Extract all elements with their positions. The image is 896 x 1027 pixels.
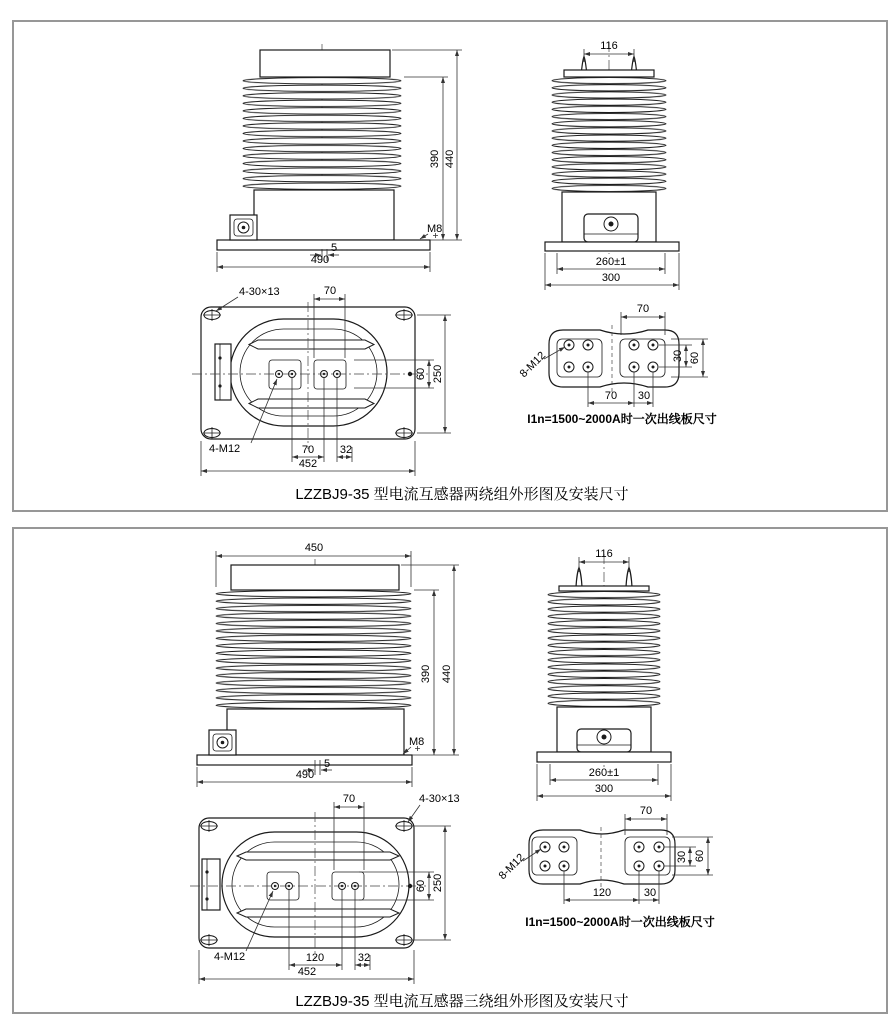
side-view xyxy=(537,548,671,801)
dim-edge: 32 xyxy=(357,952,371,964)
dim-base-width: 490 xyxy=(310,254,330,266)
dim-mount-width: 260±1 xyxy=(588,767,620,779)
dim-edge: 32 xyxy=(339,444,353,456)
terminal-bolt-label: 4-M12 xyxy=(214,951,246,963)
dim-height-total: 440 xyxy=(441,664,453,684)
dim-col-gap: 30 xyxy=(643,887,657,899)
dim-width: 452 xyxy=(297,966,317,978)
dim-base-width-side: 300 xyxy=(601,272,621,284)
dim-depth: 250 xyxy=(432,873,444,893)
detail-note: I1n=1500~2000A时一次出线板尺寸 xyxy=(527,412,717,426)
dim-row-gap: 30 xyxy=(676,850,688,864)
bolt-label: M8 xyxy=(409,736,425,748)
panel-caption: LZZBJ9-35 型电流互感器三绕组外形图及安装尺寸 xyxy=(295,993,629,1010)
secondary-terminal-box xyxy=(584,214,638,242)
dim-center-offset: 60 xyxy=(415,879,427,893)
dim-row-gap: 30 xyxy=(672,349,684,363)
front-view xyxy=(217,44,462,272)
dim-group-gap: 120 xyxy=(592,887,612,899)
dim-detail-height: 60 xyxy=(689,351,701,365)
ground-terminal xyxy=(209,730,236,755)
slot-spec-label: 4-30×13 xyxy=(419,793,460,805)
dim-top-width: 116 xyxy=(600,40,618,52)
dim-depth: 250 xyxy=(432,364,444,384)
dim-detail-top-span: 70 xyxy=(636,303,650,315)
detail-note: I1n=1500~2000A时一次出线板尺寸 xyxy=(525,915,715,929)
dim-cap-width: 450 xyxy=(304,542,324,554)
dim-top-width: 116 xyxy=(595,548,613,560)
terminal-bolt-label: 4-M12 xyxy=(209,443,241,455)
bolt-label: M8 xyxy=(427,223,443,235)
plan-view xyxy=(192,285,451,476)
dim-height-bellows: 390 xyxy=(420,664,432,684)
hole-bolt-label: 8-M12 xyxy=(517,349,549,381)
dim-height-bellows: 390 xyxy=(429,149,441,169)
secondary-terminal-box xyxy=(577,729,631,752)
dim-col-gap: 30 xyxy=(637,390,651,402)
dim-spacing: 120 xyxy=(305,952,325,964)
dim-mount-width: 260±1 xyxy=(595,256,627,268)
hole-bolt-label: 8-M12 xyxy=(496,851,528,883)
ground-terminal xyxy=(230,215,257,240)
three-winding-panel xyxy=(12,527,888,1014)
terminal-plate-detail xyxy=(497,805,715,929)
dim-pad-span: 70 xyxy=(342,793,356,805)
panel-caption: LZZBJ9-35 型电流互感器两绕组外形图及安装尺寸 xyxy=(295,486,629,503)
dim-group-gap: 70 xyxy=(604,390,618,402)
dim-spacing: 70 xyxy=(301,444,315,456)
dim-detail-height: 60 xyxy=(694,849,706,863)
dim-offset: 5 xyxy=(324,758,331,770)
plan-view xyxy=(190,793,460,984)
two-winding-drawing xyxy=(14,22,886,510)
dim-height-total: 440 xyxy=(444,149,456,169)
dim-center-offset: 60 xyxy=(415,367,427,381)
dim-base-width-side: 300 xyxy=(594,783,614,795)
secondary-box-plan xyxy=(215,344,231,400)
dim-pad-span: 70 xyxy=(323,285,337,297)
dim-base-width: 490 xyxy=(295,769,315,781)
dim-offset: 5 xyxy=(331,242,338,254)
dim-detail-top-span: 70 xyxy=(639,805,653,817)
side-view xyxy=(545,40,679,290)
terminal-plate-detail xyxy=(518,303,717,426)
slot-spec-label: 4-30×13 xyxy=(239,286,280,298)
front-view xyxy=(197,542,459,787)
secondary-box-plan xyxy=(202,859,220,910)
two-winding-panel xyxy=(12,20,888,512)
dim-width: 452 xyxy=(298,458,318,470)
three-winding-drawing xyxy=(14,529,886,1012)
